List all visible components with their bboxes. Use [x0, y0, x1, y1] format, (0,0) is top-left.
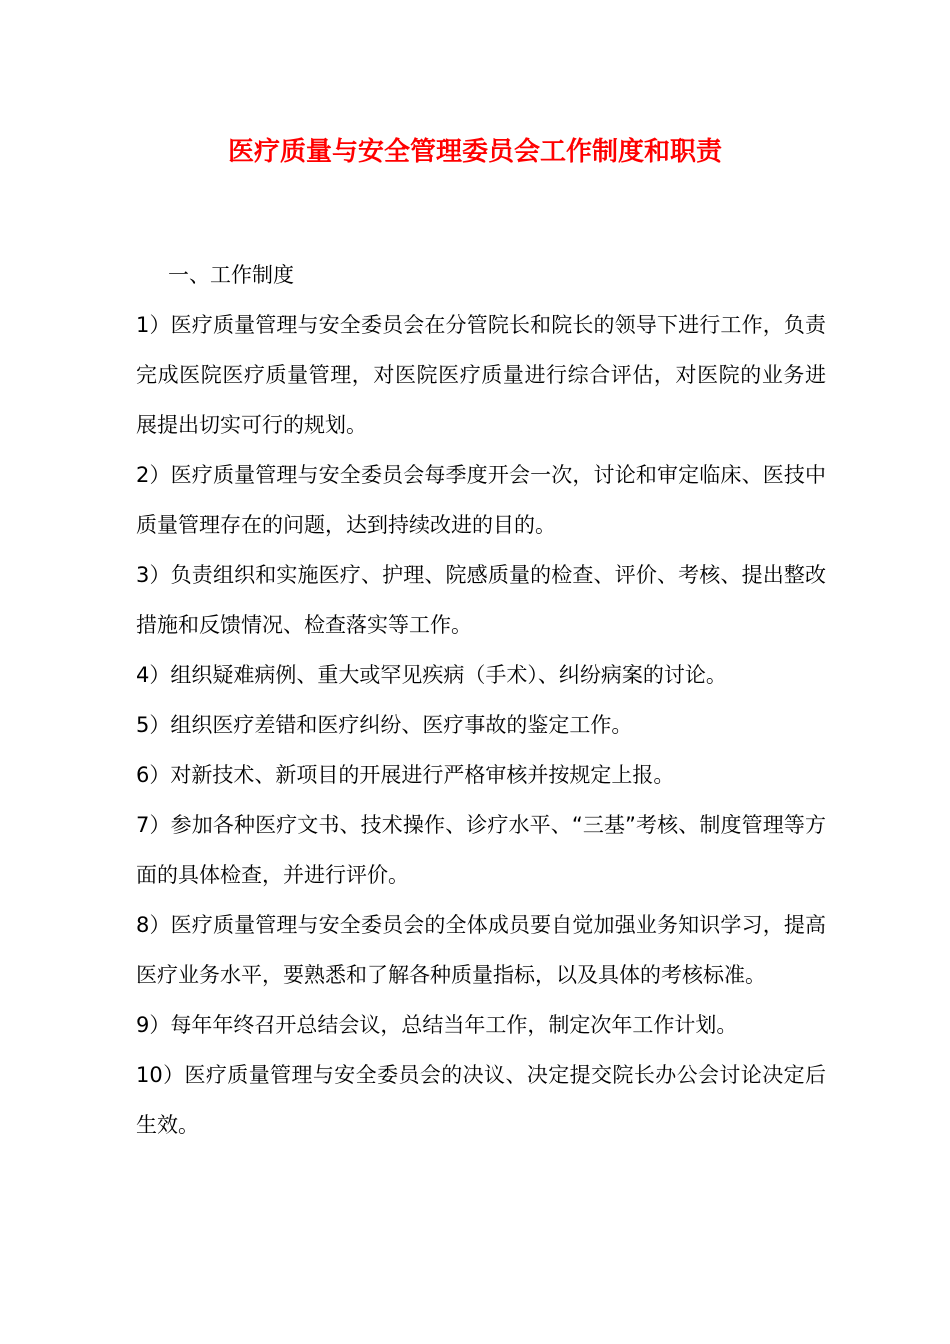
- list-item: 9）每年年终召开总结会议，总结当年工作，制定次年工作计划。: [136, 1013, 738, 1037]
- list-item: 4）组织疑难病例、重大或罕见疾病（手术）、纠纷病案的讨论。: [136, 663, 727, 687]
- list-item: 6）对新技术、新项目的开展进行严格审核并按规定上报。: [136, 763, 675, 787]
- document-body: [136, 250, 826, 1150]
- list-item: 7）参加各种医疗文书、技术操作、诊疗水平、“三基”考核、制度管理等方面的具体检查，并进行评价。: [136, 813, 826, 887]
- section-heading: 一、工作制度: [168, 263, 294, 287]
- document-title: 医疗质量与安全管理委员会工作制度和职责: [227, 137, 722, 167]
- list-item: 5）组织医疗差错和医疗纠纷、医疗事故的鉴定工作。: [136, 713, 633, 737]
- list-item: 1）医疗质量管理与安全委员会在分管院长和院长的领导下进行工作，负责完成医院医疗质量管理，对医院医疗质量进行综合评估，对医院的业务进展提出切实可行的规划。: [136, 313, 826, 437]
- list-item: 10）医疗质量管理与安全委员会的决议、决定提交院长办公会讨论决定后生效。: [136, 1063, 826, 1137]
- list-item: 8）医疗质量管理与安全委员会的全体成员要自觉加强业务知识学习，提高医疗业务水平，要熟悉和了解各种质量指标，以及具体的考核标准。: [136, 913, 826, 987]
- list-item: 2）医疗质量管理与安全委员会每季度开会一次，讨论和审定临床、医技中质量管理存在的问题，达到持续改进的目的。: [136, 463, 826, 537]
- list-item: 3）负责组织和实施医疗、护理、院感质量的检查、评价、考核、提出整改措施和反馈情况、检查落实等工作。: [136, 563, 826, 637]
